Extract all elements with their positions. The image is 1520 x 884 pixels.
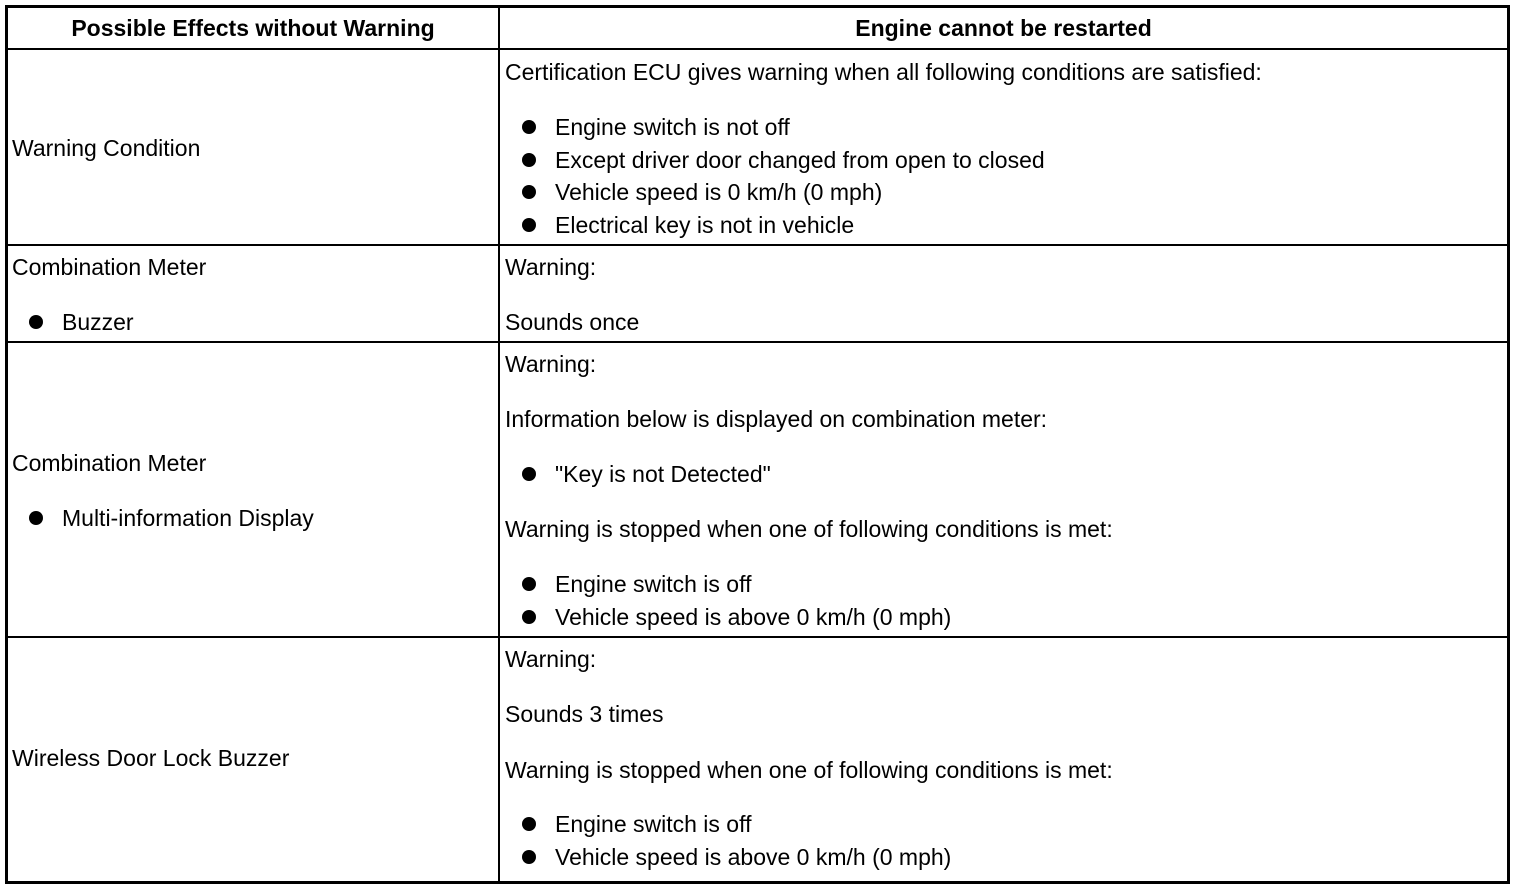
- row-label-combination-meter: Combination Meter: [12, 450, 207, 476]
- row1-bullet: Except driver door changed from open to closed: [505, 147, 1045, 173]
- row4-warning: Warning:: [505, 646, 597, 672]
- row4-stop: Warning is stopped when one of following conditions is met:: [505, 757, 1113, 783]
- row2-text: Sounds once: [505, 309, 640, 335]
- row2-sub-bullet: Buzzer: [12, 309, 134, 335]
- row3-bullet: "Key is not Detected": [505, 461, 771, 487]
- row-label-wireless-door-lock-buzzer: Wireless Door Lock Buzzer: [12, 745, 290, 771]
- row1-intro: Certification ECU gives warning when all following conditions are satisfied:: [505, 59, 1262, 85]
- row3-text: Information below is displayed on combination meter:: [505, 406, 1048, 432]
- row4-stop-bullet: Engine switch is off: [505, 811, 751, 837]
- row4-stop-bullet: Vehicle speed is above 0 km/h (0 mph): [505, 844, 951, 870]
- header-divider: [8, 48, 1507, 50]
- row-divider: [8, 636, 1507, 638]
- row1-bullet: Electrical key is not in vehicle: [505, 212, 854, 238]
- warning-table: [5, 5, 1510, 884]
- row3-warning: Warning:: [505, 351, 597, 377]
- row-label-combination-meter: Combination Meter: [12, 254, 207, 280]
- header-col2: Engine cannot be restarted: [855, 15, 1152, 41]
- row1-bullet: Engine switch is not off: [505, 114, 790, 140]
- row-divider: [8, 244, 1507, 246]
- column-divider: [498, 8, 500, 881]
- row-divider: [8, 341, 1507, 343]
- row-label-warning-condition: Warning Condition: [12, 135, 201, 161]
- row1-bullet: Vehicle speed is 0 km/h (0 mph): [505, 179, 882, 205]
- row3-stop-bullet: Engine switch is off: [505, 571, 751, 597]
- header-col1: Possible Effects without Warning: [71, 15, 435, 41]
- row3-stop-bullet: Vehicle speed is above 0 km/h (0 mph): [505, 604, 951, 630]
- row2-warning: Warning:: [505, 254, 597, 280]
- row4-text: Sounds 3 times: [505, 701, 664, 727]
- row3-stop: Warning is stopped when one of following conditions is met:: [505, 516, 1113, 542]
- row3-sub-bullet: Multi-information Display: [12, 505, 314, 531]
